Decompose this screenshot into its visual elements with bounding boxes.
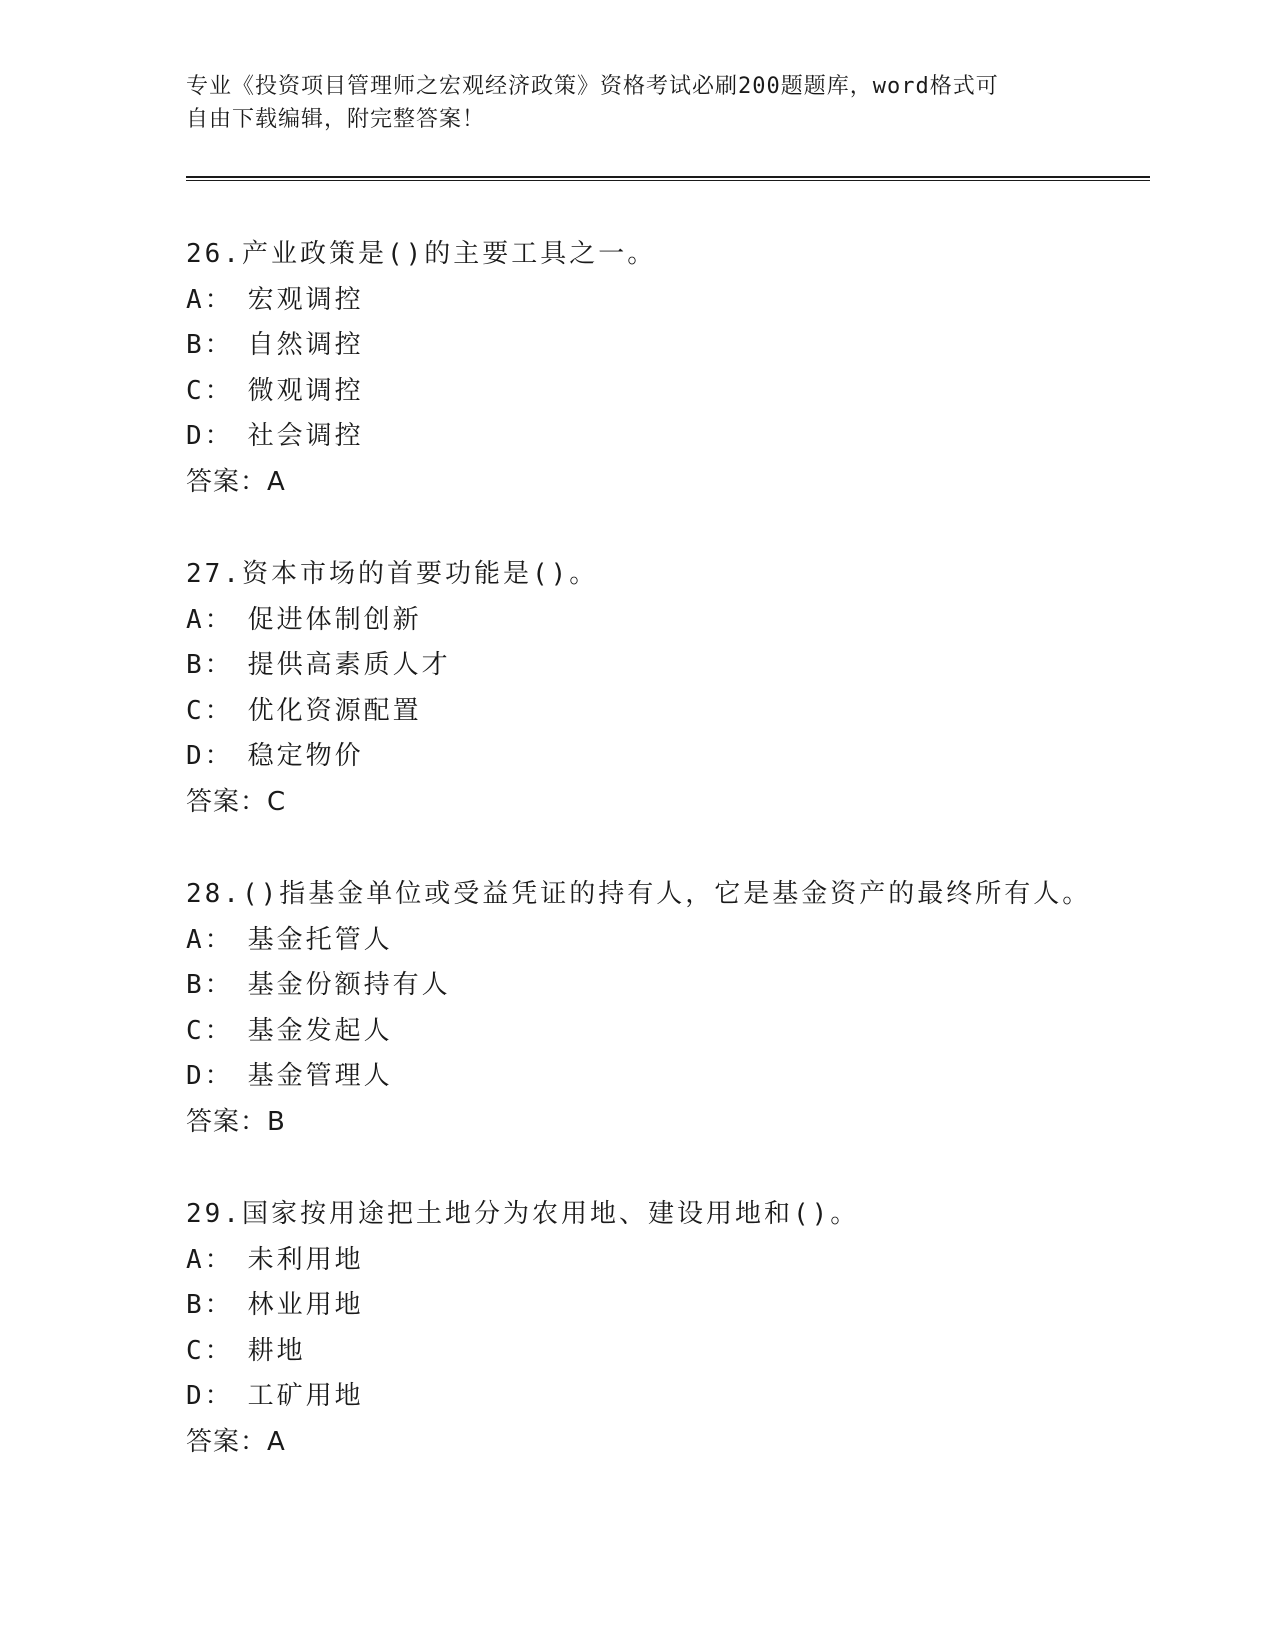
option-text: 稳定物价	[247, 741, 364, 771]
answer-line: 答案：C	[186, 786, 287, 817]
option-b	[186, 1283, 1150, 1329]
option-c	[186, 1009, 1150, 1055]
option-text: 提供高素质人才	[247, 650, 451, 680]
document-header	[186, 70, 1086, 136]
question-stem: 27.资本市场的首要功能是()。	[186, 559, 599, 589]
header-divider	[186, 176, 1150, 181]
option-text: 宏观调控	[247, 284, 364, 315]
answer-line: 答案：A	[186, 466, 286, 497]
option-b	[186, 643, 1150, 689]
option-text: 促进体制创新	[247, 604, 422, 635]
option-b	[186, 323, 1150, 369]
option-text: 林业用地	[247, 1290, 364, 1320]
question-stem: 29.国家按用途把土地分为农用地、建设用地和()。	[186, 1199, 860, 1229]
answer-line: 答案：A	[186, 1426, 286, 1457]
option-text: 基金托管人	[247, 924, 393, 955]
option-letter: C：	[186, 695, 234, 726]
option-text: 工矿用地	[247, 1381, 364, 1411]
option-letter: C：	[186, 1335, 234, 1366]
option-letter: A：	[186, 1244, 234, 1275]
question-28	[186, 872, 1150, 1192]
option-text: 微观调控	[247, 375, 364, 406]
option-text: 基金管理人	[247, 1061, 393, 1091]
option-letter: B：	[186, 650, 234, 680]
option-c	[186, 369, 1150, 415]
option-letter: D：	[186, 1381, 234, 1411]
option-d	[186, 734, 1150, 780]
option-letter: B：	[186, 970, 234, 1000]
option-c	[186, 689, 1150, 735]
option-text: 基金份额持有人	[247, 970, 451, 1000]
question-27	[186, 552, 1150, 872]
option-letter: A：	[186, 924, 234, 955]
option-letter: A：	[186, 284, 234, 315]
option-d	[186, 1054, 1150, 1100]
answer-line: 答案：B	[186, 1106, 286, 1137]
option-letter: A：	[186, 604, 234, 635]
option-text: 基金发起人	[247, 1015, 393, 1046]
option-a	[186, 278, 1150, 324]
option-c	[186, 1329, 1150, 1375]
option-letter: C：	[186, 1015, 234, 1046]
option-a	[186, 598, 1150, 644]
header-line-1: 专业《投资项目管理师之宏观经济政策》资格考试必刷200题题库，word格式可	[186, 74, 999, 99]
option-letter: D：	[186, 741, 234, 771]
option-text: 社会调控	[247, 421, 364, 451]
option-letter: D：	[186, 1061, 234, 1091]
question-list	[186, 232, 1150, 1512]
option-text: 耕地	[247, 1335, 306, 1366]
option-d	[186, 414, 1150, 460]
option-a	[186, 918, 1150, 964]
question-stem: 26.产业政策是()的主要工具之一。	[186, 239, 657, 269]
question-26	[186, 232, 1150, 552]
option-text: 自然调控	[247, 330, 364, 360]
option-text: 未利用地	[247, 1244, 364, 1275]
option-d	[186, 1374, 1150, 1420]
option-letter: D：	[186, 421, 234, 451]
header-line-2: 自由下载编辑，附完整答案！	[186, 107, 486, 132]
option-a	[186, 1238, 1150, 1284]
option-b	[186, 963, 1150, 1009]
option-text: 优化资源配置	[247, 695, 422, 726]
question-29	[186, 1192, 1150, 1512]
option-letter: B：	[186, 330, 234, 360]
option-letter: B：	[186, 1290, 234, 1320]
question-stem: 28.()指基金单位或受益凭证的持有人，它是基金资产的最终所有人。	[186, 879, 1092, 909]
option-letter: C：	[186, 375, 234, 406]
